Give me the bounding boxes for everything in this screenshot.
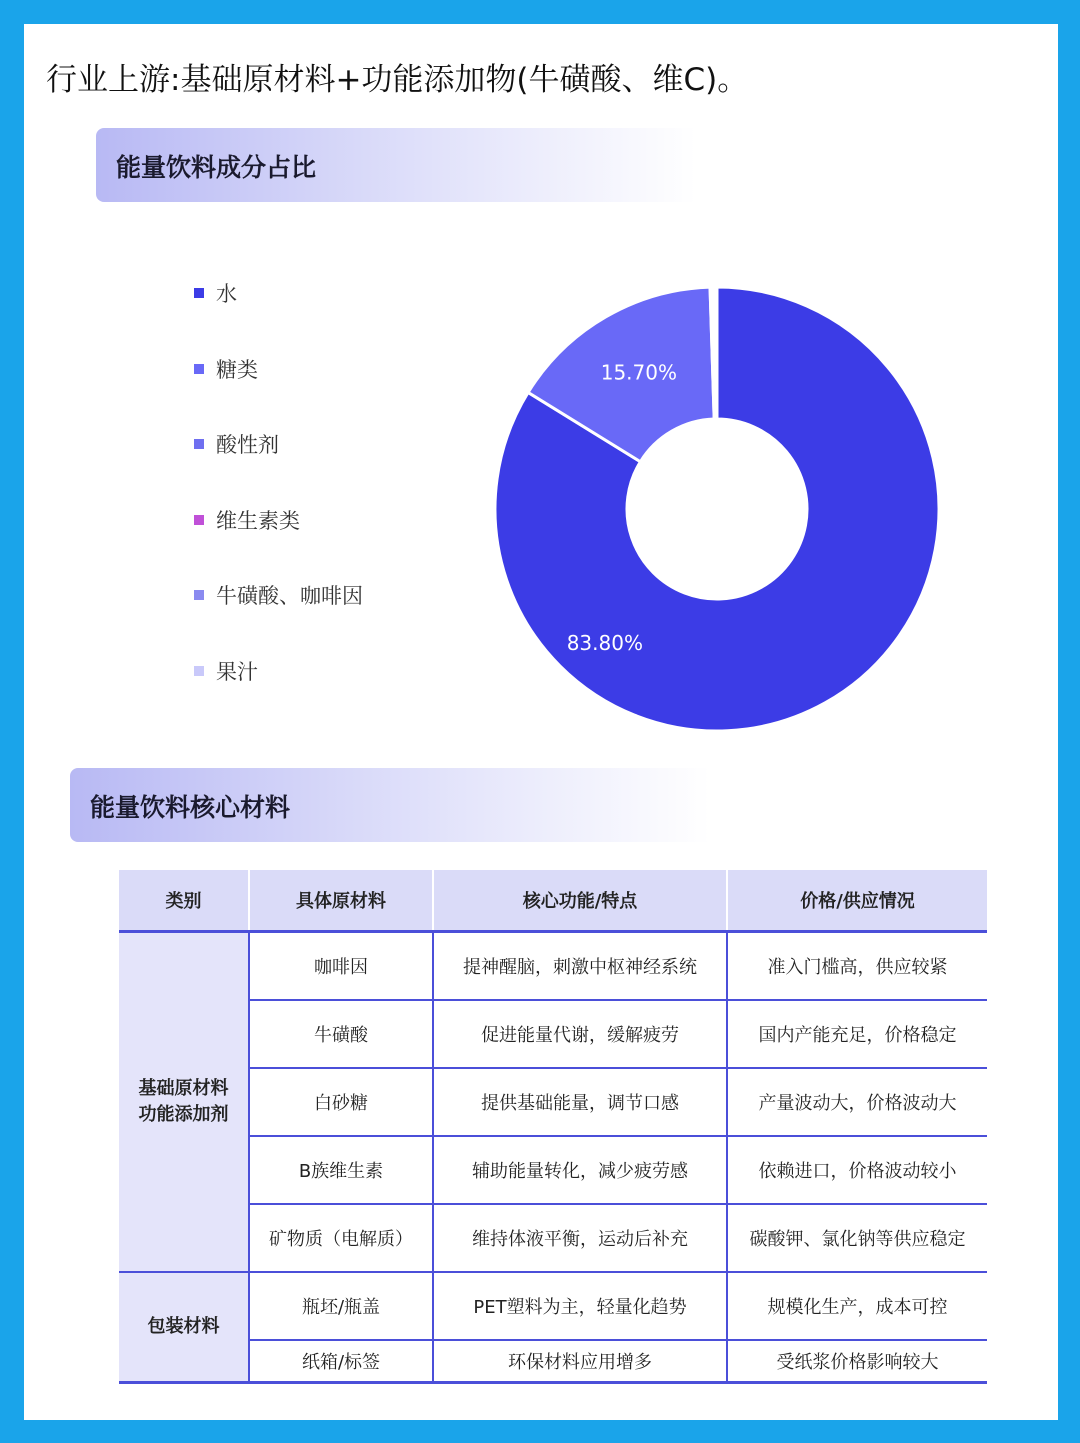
legend-swatch bbox=[194, 666, 204, 676]
table-cell: 矿物质（电解质） bbox=[249, 1204, 433, 1272]
table-row bbox=[119, 1204, 987, 1272]
category-cell: 包装材料 bbox=[119, 1272, 249, 1383]
category-cell: 基础原材料 功能添加剂 bbox=[119, 932, 249, 1273]
legend-swatch bbox=[194, 590, 204, 600]
table-header-cell: 类别 bbox=[119, 870, 249, 932]
legend-swatch bbox=[194, 439, 204, 449]
table-cell: 受纸浆价格影响较大 bbox=[727, 1340, 987, 1383]
table-cell: 白砂糖 bbox=[249, 1068, 433, 1136]
table-cell: 纸箱/标签 bbox=[249, 1340, 433, 1383]
legend-label: 水 bbox=[216, 282, 237, 306]
legend-label: 果汁 bbox=[216, 659, 258, 684]
table-cell: 促进能量代谢，缓解疲劳 bbox=[433, 1000, 727, 1068]
table-cell: 提神醒脑，刺激中枢神经系统 bbox=[433, 932, 727, 1001]
table-cell: 产量波动大，价格波动大 bbox=[727, 1068, 987, 1136]
table-cell: 维持体液平衡，运动后补充 bbox=[433, 1204, 727, 1272]
table-cell: B族维生素 bbox=[249, 1136, 433, 1204]
table-header-cell: 价格/供应情况 bbox=[727, 870, 987, 932]
legend-label: 维生素类 bbox=[216, 508, 300, 533]
core-materials-table bbox=[119, 870, 987, 1384]
table-cell: 准入门槛高，供应较紧 bbox=[727, 932, 987, 1001]
table-cell: 辅助能量转化，减少疲劳感 bbox=[433, 1136, 727, 1204]
intro-text: 行业上游:基础原材料+功能添加物(牛磺酸、维C)。 bbox=[46, 62, 749, 98]
table-row bbox=[119, 1136, 987, 1204]
table-row bbox=[119, 1068, 987, 1136]
donut-slice bbox=[714, 287, 717, 419]
table-cell: 提供基础能量，调节口感 bbox=[433, 1068, 727, 1136]
table-cell: 碳酸钾、氯化钠等供应稳定 bbox=[727, 1204, 987, 1272]
section-header-core-materials bbox=[70, 768, 710, 842]
table-row bbox=[119, 1000, 987, 1068]
section-header-composition bbox=[96, 128, 696, 202]
table-cell: 国内产能充足，价格稳定 bbox=[727, 1000, 987, 1068]
table-header-row bbox=[119, 870, 987, 932]
table-row bbox=[119, 1340, 987, 1383]
donut-chart bbox=[464, 260, 944, 740]
table-cell: 规模化生产，成本可控 bbox=[727, 1272, 987, 1340]
data-label: 15.70% bbox=[600, 360, 677, 385]
table-cell: 瓶坯/瓶盖 bbox=[249, 1272, 433, 1340]
legend-swatch bbox=[194, 515, 204, 525]
table-cell: 咖啡因 bbox=[249, 932, 433, 1001]
table-header-cell: 核心功能/特点 bbox=[433, 870, 727, 932]
legend-label: 酸性剂 bbox=[216, 433, 279, 457]
section-title-composition: 能量饮料成分占比 bbox=[116, 153, 317, 182]
table-cell: PET塑料为主，轻量化趋势 bbox=[433, 1272, 727, 1340]
content-card bbox=[24, 24, 1058, 1420]
legend-swatch bbox=[194, 288, 204, 298]
section-title-core-materials: 能量饮料核心材料 bbox=[90, 793, 291, 822]
table-row bbox=[119, 932, 987, 1001]
table-cell: 牛磺酸 bbox=[249, 1000, 433, 1068]
legend-label: 牛磺酸、咖啡因 bbox=[216, 584, 363, 608]
legend-swatch bbox=[194, 364, 204, 374]
table-cell: 依赖进口，价格波动较小 bbox=[727, 1136, 987, 1204]
table-cell: 环保材料应用增多 bbox=[433, 1340, 727, 1383]
data-label: 83.80% bbox=[566, 631, 643, 656]
table-row bbox=[119, 1272, 987, 1340]
legend-label: 糖类 bbox=[216, 357, 258, 382]
table-header-cell: 具体原材料 bbox=[249, 870, 433, 932]
